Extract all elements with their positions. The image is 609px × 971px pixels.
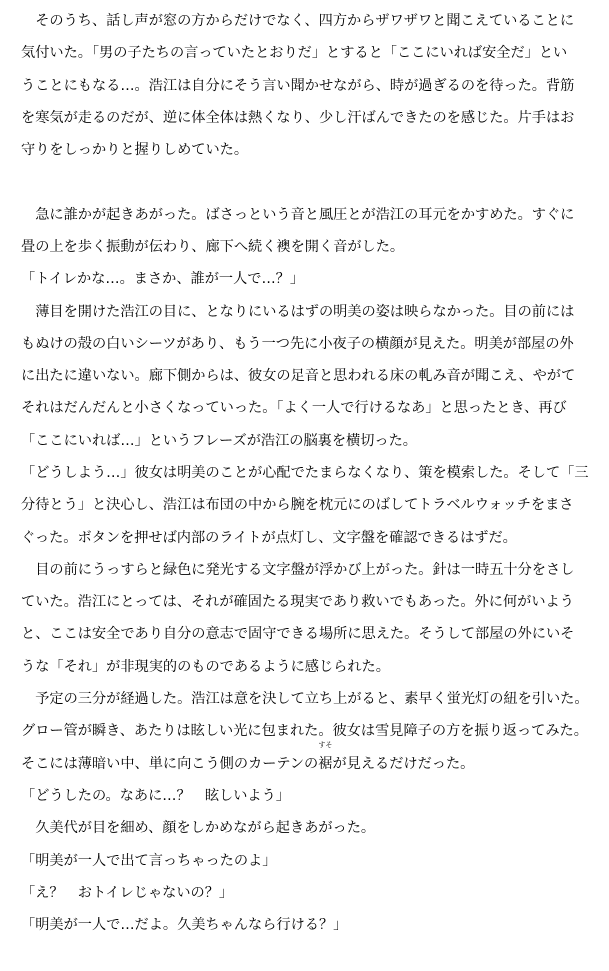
text-line: 「どうしたの。なあに…？ 眩しいよう」 [21, 788, 290, 804]
ruby-line-after: が見えるだけだった。 [332, 756, 475, 772]
text-line: 気付いた。「男の子たちの言っていたとおりだ」とすると「ここにいれば安全だ」とい [21, 45, 568, 61]
text-line: 守りをしっかりと握りしめていた。 [21, 142, 249, 158]
text-line: 「え？ おトイレじゃないの？」 [21, 885, 234, 901]
text-line: と、ここは安全であり自分の意志で固守できる場所に思えた。そうして部屋の外にいそ [21, 626, 575, 642]
text-line: 「トイレかな…。まさか、誰が一人で…？」 [21, 271, 305, 287]
text-line: 目の前にうっすらと緑色に発光する文字盤が浮かび上がった。針は一時五十分をさし [21, 562, 575, 578]
text-line: 薄目を開けた浩江の目に、となりにいるはずの明美の姿は映らなかった。目の前には [21, 304, 575, 320]
text-line: 「ここにいれば…」というフレーズが浩江の脳裏を横切った。 [21, 433, 417, 449]
ruby-reading: すそ [318, 741, 333, 749]
text-line: もぬけの殻の白いシーツがあり、もう一つ先に小夜子の横顔が見えた。明美が部屋の外 [21, 336, 574, 352]
text-line-with-ruby [21, 741, 593, 776]
text-line: に出たに違いない。廊下側からは、彼女の足音と思われる床の軋み音が聞こえ、やがて [21, 368, 576, 384]
text-line: うな「それ」が非現実的のものであるように感じられた。 [21, 659, 390, 675]
text-line: ぐった。ボタンを押せば内部のライトが点灯し、文字盤を確認できるはずだ。 [21, 530, 517, 546]
ruby-base: 裾 [318, 756, 333, 772]
ruby-line-before: そこには薄暗い中、単に向こう側のカーテンの [21, 756, 319, 772]
text-line: 畳の上を歩く振動が伝わり、廊下へ続く襖を開く音がした。 [21, 239, 405, 255]
text-line: ていた。浩江にとっては、それが確固たる現実であり救いでもあった。外に何がいよう [21, 594, 574, 610]
text-line: 久美代が目を細め、顔をしかめながら起きあがった。 [21, 820, 376, 836]
text-line: それはだんだんと小さくなっていった。「よく一人で行けるなあ」と思ったとき、再び [21, 400, 567, 416]
text-line: 「明美が一人で出て言っちゃったのよ」 [21, 853, 277, 869]
text-line: 分待とう」と決心し、浩江は布団の中から腕を枕元にのばしてトラベルウォッチをまさ [21, 497, 574, 513]
ruby-annotation [318, 741, 333, 776]
text-line: 予定の三分が経過した。浩江は意を決して立ち上がると、素早く蛍光灯の紐を引いた。 [21, 691, 589, 707]
text-line: グロー管が瞬き、あたりは眩しい光に包まれた。彼女は雪見障子の方を振り返ってみた。 [21, 723, 588, 739]
text-line: うことにもなる…。浩江は自分にそう言い聞かせながら、時が過ぎるのを待った。背筋 [21, 78, 575, 94]
text-line: を寒気が走るのだが、逆に体全体は熱くなり、少し汗ばんできたのを感じた。片手はお [21, 110, 575, 126]
text-line: 「どうしよう…」彼女は明美のことが心配でたまらなくなり、策を模索した。そして「三 [21, 465, 589, 481]
text-line: 「明美が一人で…だよ。久美ちゃんなら行ける？」 [21, 917, 348, 933]
text-line: そのうち、話し声が窓の方からだけでなく、四方からザワザワと聞こえていることに [21, 13, 575, 29]
text-line: 急に誰かが起きあがった。ばさっという音と風圧とが浩江の耳元をかすめた。すぐに [21, 207, 575, 223]
